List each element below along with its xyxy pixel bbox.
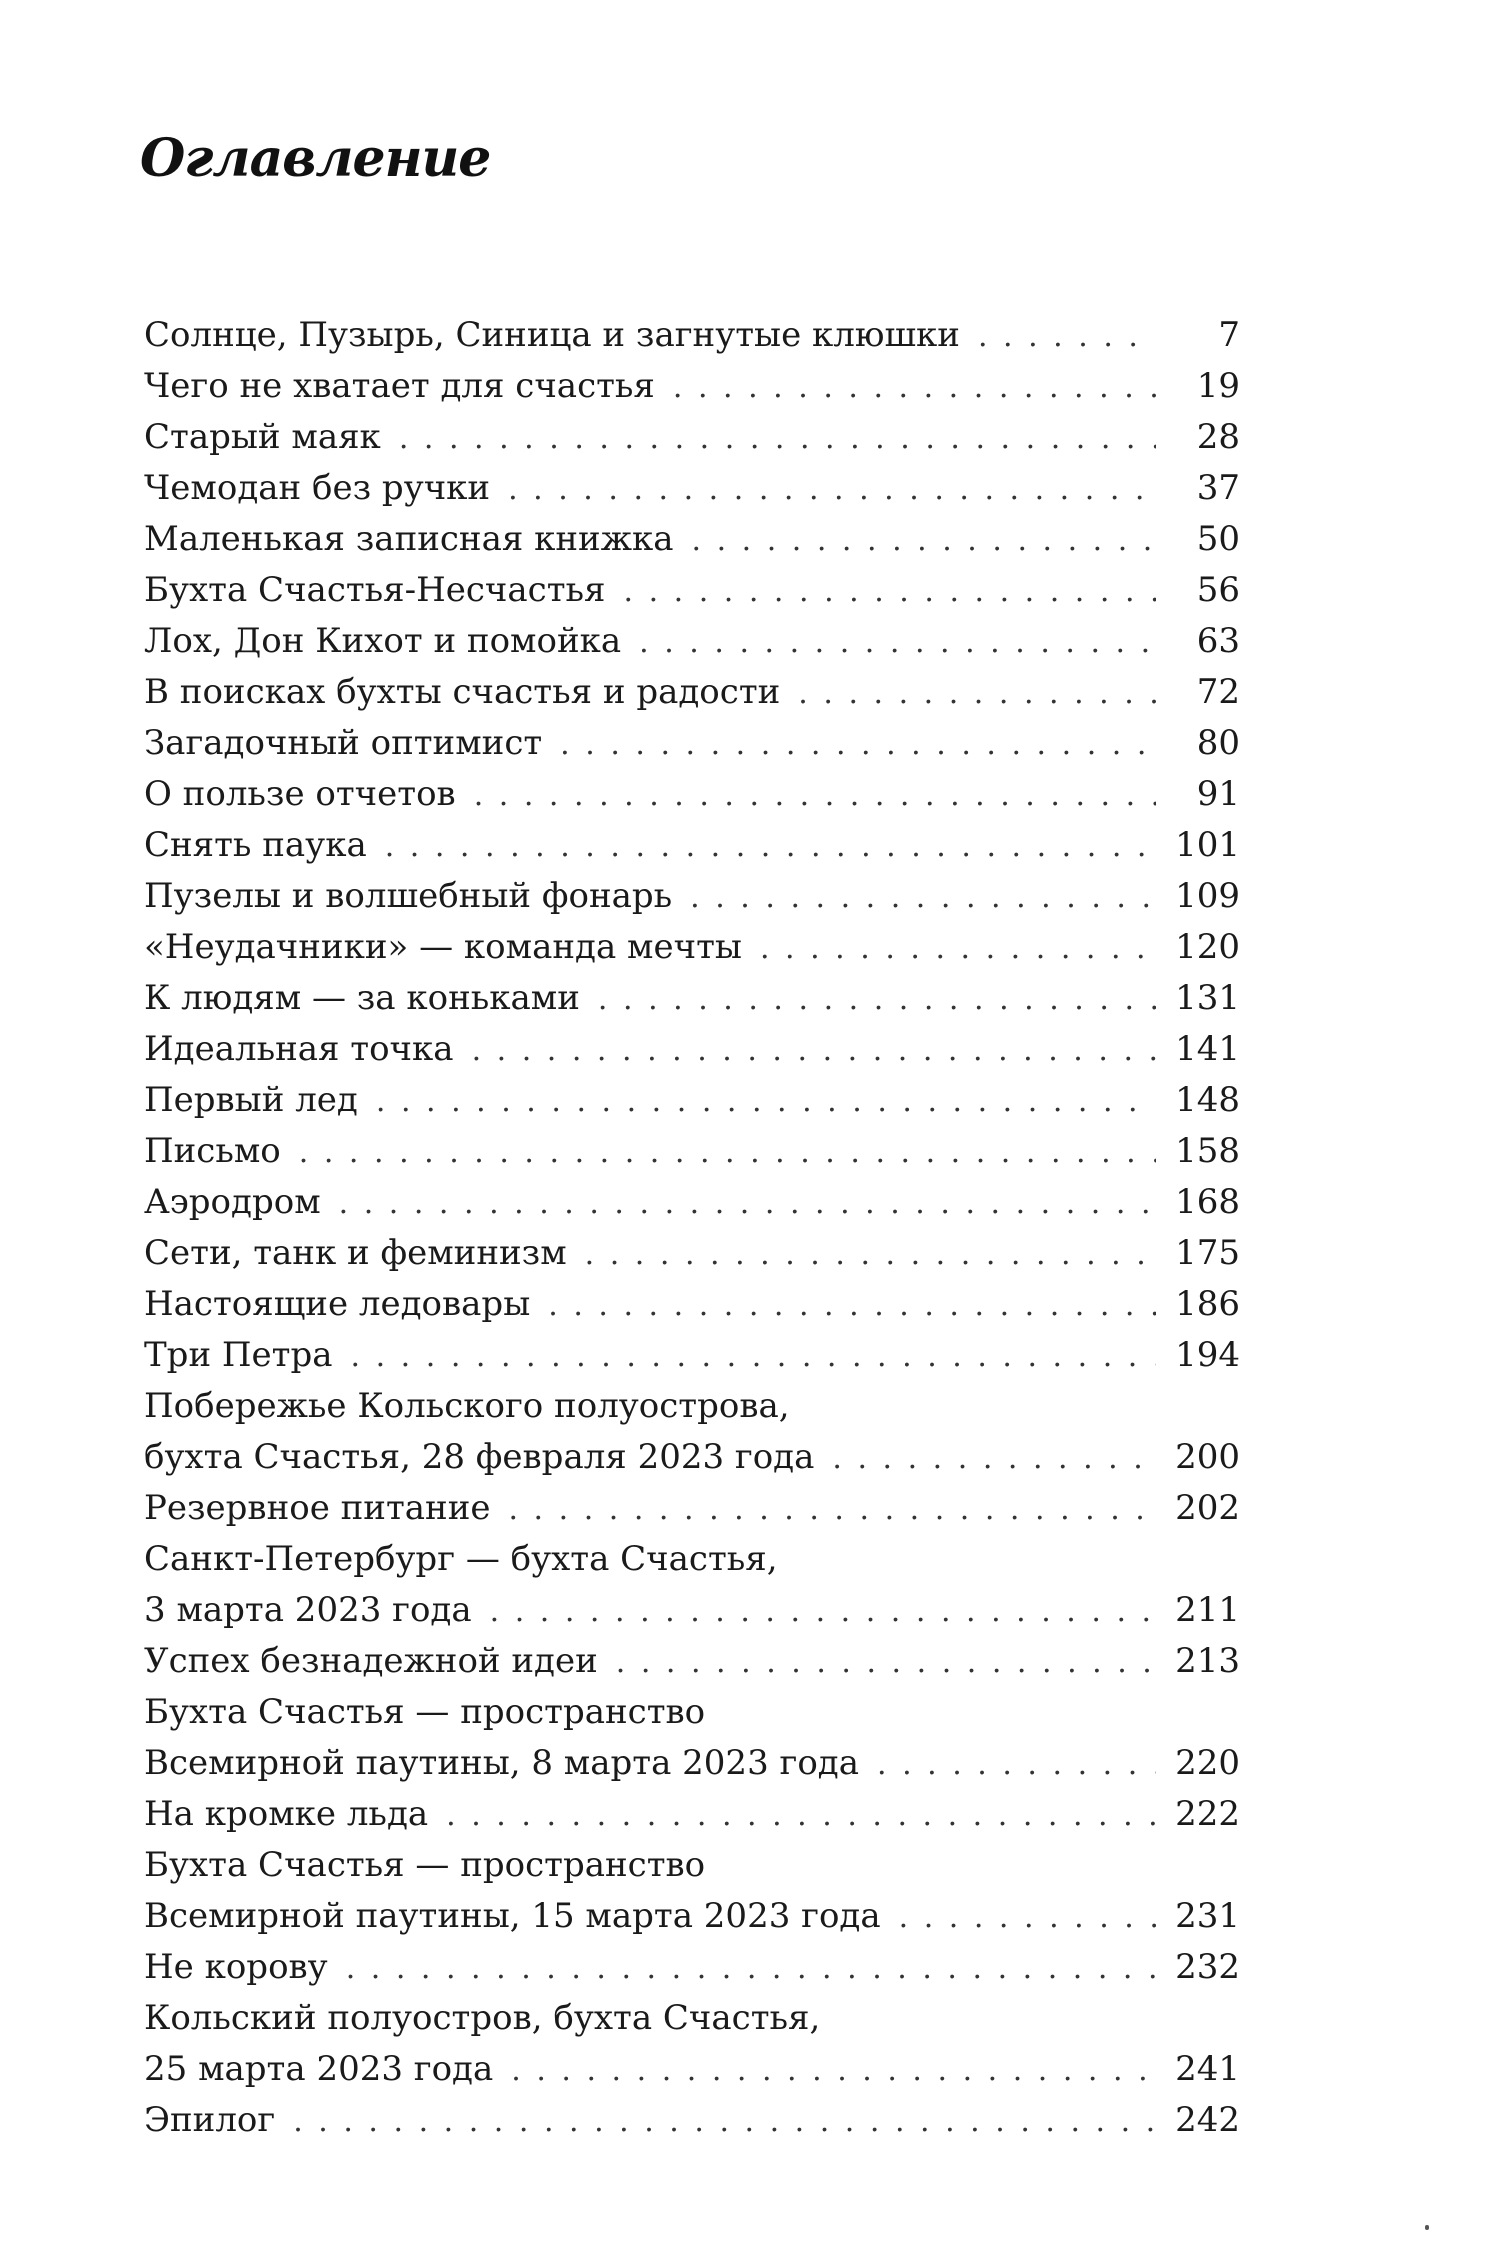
toc-entry [144,514,1240,565]
toc-entry-title: Загадочный оптимист [144,723,543,763]
toc-line [144,820,1240,871]
toc-line [144,718,1240,769]
toc-entry [144,667,1240,718]
toc-entry [144,463,1240,514]
toc-entry-page-number: 50 [1196,519,1240,559]
toc-line [144,1381,1240,1432]
toc-entry-title: Лох, Дон Кихот и помойка [144,621,622,661]
toc-entry [144,1381,1240,1483]
toc-line [144,1330,1240,1381]
toc-entry [144,1330,1240,1381]
toc-entry-title: 25 марта 2023 года [144,2049,494,2089]
dot-leader [299,1127,1156,1178]
toc-entry-title: Маленькая записная книжка [144,519,674,559]
dot-leader [472,1025,1156,1076]
toc-entry [144,1279,1240,1330]
toc-entry-title: Сети, танк и феминизм [144,1233,567,1273]
toc-entry [144,1636,1240,1687]
print-speck [1425,2225,1429,2230]
dot-leader [692,515,1157,566]
dot-leader [585,1229,1156,1280]
dot-leader [346,1943,1156,1994]
toc-line [144,922,1240,973]
dot-leader [508,1484,1156,1535]
toc-entry [144,769,1240,820]
dot-leader [446,1790,1156,1841]
toc-entry-page-number: 101 [1175,825,1240,865]
toc-entry [144,1228,1240,1279]
toc-entry [144,1687,1240,1789]
toc-entry [144,1024,1240,1075]
dot-leader [616,1637,1156,1688]
toc-entry-page-number: 19 [1196,366,1240,406]
toc-entry-title: Идеальная точка [144,1029,454,1069]
toc-line [144,514,1240,565]
toc-entry-page-number: 186 [1175,1284,1240,1324]
toc-entry-page-number: 213 [1175,1641,1240,1681]
toc-entry-page-number: 200 [1175,1437,1240,1477]
toc-line [144,1126,1240,1177]
dot-leader [339,1178,1156,1229]
dot-leader [385,821,1156,872]
toc-entry-title: Три Петра [144,1335,333,1375]
toc-entry [144,1126,1240,1177]
toc-entry-title: Письмо [144,1131,281,1171]
toc-line [144,1891,1240,1942]
dot-leader [877,1739,1156,1790]
toc-entry-title: Бухта Счастья — пространство [144,1845,706,1885]
dot-leader [376,1076,1156,1127]
toc-line [144,412,1240,463]
dot-leader [508,464,1156,515]
toc-entry-title: Не корову [144,1947,328,1987]
toc-entry-title: Успех безнадежной идеи [144,1641,598,1681]
toc-entry-page-number: 220 [1175,1743,1240,1783]
toc-entry [144,1789,1240,1840]
toc-entry [144,1993,1240,2095]
dot-leader [639,617,1156,668]
dot-leader [511,2045,1156,2096]
dot-leader [624,566,1157,617]
toc-entry-title: Пузелы и волшебный фонарь [144,876,673,916]
dot-leader [293,2096,1156,2147]
toc-line [144,667,1240,718]
toc-line [144,1687,1240,1738]
toc-entry [144,565,1240,616]
toc-entry-page-number: 194 [1175,1335,1240,1375]
dot-leader [598,974,1156,1025]
toc-entry-page-number: 148 [1175,1080,1240,1120]
toc-line [144,310,1240,361]
toc-line [144,1534,1240,1585]
toc-entry [144,616,1240,667]
toc-entry-page-number: 211 [1175,1590,1240,1630]
toc-entry-page-number: 222 [1175,1794,1240,1834]
toc-line [144,1432,1240,1483]
toc-entry [144,361,1240,412]
toc-entry-title: Побережье Кольского полуострова, [144,1386,790,1426]
toc-entry-title: К людям — за коньками [144,978,580,1018]
toc-entry-title: Старый маяк [144,417,381,457]
toc-entry-title: Аэродром [144,1182,321,1222]
toc-entry-page-number: 56 [1196,570,1240,610]
dot-leader [760,923,1156,974]
toc-entry-page-number: 168 [1175,1182,1240,1222]
toc-line [144,1585,1240,1636]
toc-list [144,310,1240,2146]
toc-line [144,1636,1240,1687]
toc-entry-page-number: 80 [1196,723,1240,763]
toc-line [144,1840,1240,1891]
toc-entry-title: Эпилог [144,2100,276,2140]
toc-entry-title: бухта Счастья, 28 февраля 2023 года [144,1437,815,1477]
toc-entry-title: Солнце, Пузырь, Синица и загнутые клюшки [144,315,960,355]
dot-leader [690,872,1156,923]
toc-line [144,1993,1240,2044]
dot-leader [548,1280,1156,1331]
toc-entry-page-number: 141 [1175,1029,1240,1069]
dot-leader [673,362,1156,413]
toc-entry-title: «Неудачники» — команда мечты [144,927,742,967]
toc-entry-title: Санкт-Петербург — бухта Счастья, [144,1539,778,1579]
toc-entry-title: Резервное питание [144,1488,491,1528]
toc-line [144,616,1240,667]
toc-entry [144,973,1240,1024]
toc-entry [144,2095,1240,2146]
dot-leader [899,1892,1156,1943]
toc-entry-page-number: 72 [1196,672,1240,712]
dot-leader [560,719,1156,770]
toc-entry [144,1177,1240,1228]
toc-line [144,1789,1240,1840]
toc-entry-title: Бухта Счастья-Несчастья [144,570,606,610]
toc-entry-page-number: 91 [1196,774,1240,814]
dot-leader [798,668,1156,719]
toc-line [144,1228,1240,1279]
toc-entry [144,1483,1240,1534]
toc-entry-page-number: 120 [1175,927,1240,967]
toc-entry [144,1075,1240,1126]
toc-line [144,1279,1240,1330]
toc-entry-title: Всемирной паутины, 8 марта 2023 года [144,1743,859,1783]
toc-entry-title: Бухта Счастья — пространство [144,1692,706,1732]
toc-entry-title: На кромке льда [144,1794,429,1834]
toc-entry [144,1942,1240,1993]
toc-entry-page-number: 232 [1175,1947,1240,1987]
toc-entry [144,1840,1240,1942]
toc-entry-title: Кольский полуостров, бухта Счастья, [144,1998,821,2038]
toc-entry-title: 3 марта 2023 года [144,1590,472,1630]
toc-entry-page-number: 158 [1175,1131,1240,1171]
toc-entry-page-number: 231 [1175,1896,1240,1936]
toc-line [144,2044,1240,2095]
toc-entry-page-number: 109 [1175,876,1240,916]
toc-entry [144,820,1240,871]
dot-leader [399,413,1156,464]
toc-entry-title: Снять паука [144,825,367,865]
toc-entry-page-number: 241 [1175,2049,1240,2089]
toc-line [144,1738,1240,1789]
toc-line [144,1942,1240,1993]
dot-leader [490,1586,1156,1637]
toc-entry [144,310,1240,361]
toc-entry-title: Всемирной паутины, 15 марта 2023 года [144,1896,881,1936]
toc-entry-title: Чего не хватает для счастья [144,366,655,406]
toc-entry-page-number: 28 [1196,417,1240,457]
toc-entry-title: О пользе отчетов [144,774,456,814]
toc-entry-page-number: 7 [1218,315,1240,355]
toc-entry [144,412,1240,463]
toc-entry [144,718,1240,769]
toc-entry-page-number: 37 [1196,468,1240,508]
toc-entry [144,922,1240,973]
toc-entry-page-number: 131 [1175,978,1240,1018]
toc-entry-title: Настоящие ледовары [144,1284,531,1324]
dot-leader [832,1433,1156,1484]
toc-entry-page-number: 242 [1175,2100,1240,2140]
toc-entry-title: Чемодан без ручки [144,468,491,508]
toc-line [144,2095,1240,2146]
toc-line [144,1075,1240,1126]
toc-entry [144,871,1240,922]
toc-entry-page-number: 63 [1196,621,1240,661]
dot-leader [978,311,1156,362]
toc-line [144,361,1240,412]
dot-leader [474,770,1156,821]
dot-leader [351,1331,1156,1382]
toc-line [144,1177,1240,1228]
toc-entry-page-number: 202 [1175,1488,1240,1528]
toc-line [144,1483,1240,1534]
toc-line [144,1024,1240,1075]
toc-line [144,769,1240,820]
toc-entry [144,1534,1240,1636]
toc-line [144,565,1240,616]
toc-entry-title: Первый лед [144,1080,358,1120]
toc-entry-page-number: 175 [1175,1233,1240,1273]
toc-entry-title: В поисках бухты счастья и радости [144,672,781,712]
toc-line [144,463,1240,514]
page-title: Оглавление [140,128,491,189]
toc-line [144,871,1240,922]
toc-line [144,973,1240,1024]
